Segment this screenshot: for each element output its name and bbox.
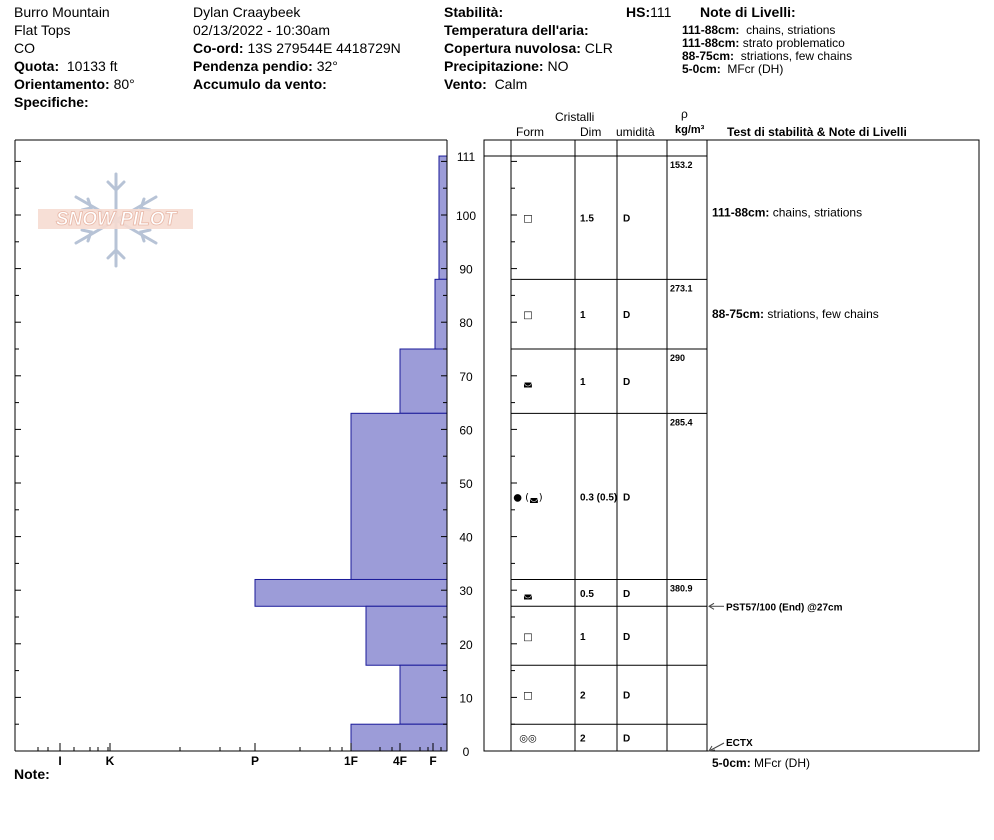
layer-comment bbox=[712, 307, 879, 321]
density-value: 290 bbox=[670, 353, 686, 363]
depth-tick-label: 40 bbox=[459, 530, 473, 545]
layer-note-range: 111-88cm: bbox=[682, 36, 740, 50]
moisture: D bbox=[623, 733, 631, 745]
hardness-bar bbox=[439, 156, 447, 279]
slope-value: 32° bbox=[316, 58, 338, 74]
elevation-value: 10133 ft bbox=[66, 58, 118, 74]
datetime: 02/13/2022 - 10:30am bbox=[193, 22, 330, 38]
depth-tick-label: 90 bbox=[459, 262, 473, 277]
form-heading: Form bbox=[516, 125, 544, 139]
density-value: 380.9 bbox=[670, 583, 693, 594]
sky-label: Copertura nuvolosa: bbox=[444, 40, 581, 56]
note-label: Note: bbox=[14, 766, 50, 782]
grain-form-symbol: □ bbox=[523, 310, 533, 322]
layer-notes-title: Note di Livelli: bbox=[700, 4, 796, 20]
grain-size: 1 bbox=[580, 631, 586, 643]
layer-note-text: striations, few chains bbox=[740, 49, 853, 63]
hs-label: HS: bbox=[626, 4, 651, 20]
logo-text: SNOW PILOT bbox=[55, 209, 177, 230]
precip-label: Precipitazione: bbox=[444, 58, 544, 74]
specifics-label: Specifiche: bbox=[14, 94, 89, 110]
depth-tick-label: 60 bbox=[459, 423, 473, 438]
grain-form-symbol: □ bbox=[523, 690, 533, 702]
location: Burro Mountain bbox=[14, 4, 110, 20]
aspect-value: 80° bbox=[113, 76, 135, 92]
bottom-layer-note bbox=[712, 756, 810, 770]
stability-notes-frame bbox=[707, 140, 979, 751]
wind-value: Calm bbox=[494, 76, 528, 92]
hardness-bar bbox=[351, 413, 447, 579]
grain-size: 1 bbox=[580, 310, 586, 322]
hs-value: 111 bbox=[650, 4, 672, 20]
depth-tick-label: 100 bbox=[455, 209, 477, 223]
grain-size: 2 bbox=[580, 690, 586, 702]
layer-comment-range: 111-88cm: bbox=[712, 205, 773, 220]
layer-note-text: chains, striations bbox=[746, 23, 836, 37]
test-result: PST57/100 (End) @27cm bbox=[726, 602, 843, 614]
slope-label: Pendenza pendio: bbox=[193, 58, 313, 74]
moisture: D bbox=[623, 588, 631, 600]
crystal-table-frame bbox=[484, 140, 707, 751]
depth-tick-label: 50 bbox=[459, 477, 473, 491]
rho-heading: ρ bbox=[681, 107, 688, 121]
bottom-note-text: MFcr (DH) bbox=[754, 756, 811, 770]
test-result: ECTX bbox=[726, 738, 753, 749]
grain-form-symbol: □ bbox=[523, 631, 533, 643]
hardness-bar bbox=[255, 579, 447, 606]
hardness-tick-label: F bbox=[429, 754, 437, 768]
coord-label: Co-ord: bbox=[193, 40, 244, 56]
grain-size: 0.5 bbox=[580, 588, 594, 600]
grain-form-symbol: ● (◛) bbox=[513, 492, 543, 504]
depth-tick-label: 20 bbox=[459, 637, 473, 652]
density-value: 153.2 bbox=[670, 160, 693, 171]
state: CO bbox=[14, 40, 35, 56]
hardness-bar bbox=[435, 279, 447, 349]
aspect-label: Orientamento: bbox=[14, 76, 110, 92]
depth-tick-label: 10 bbox=[459, 691, 473, 706]
depth-tick-label: 30 bbox=[459, 584, 473, 599]
hardness-bar bbox=[400, 349, 447, 413]
layer-note-range: 5-0cm: bbox=[682, 62, 721, 76]
layer-comment-text: chains, striations bbox=[772, 205, 863, 220]
hardness-bar bbox=[400, 665, 447, 724]
hardness-tick-label: K bbox=[105, 754, 115, 768]
depth-tick-label: 70 bbox=[459, 369, 473, 384]
moisture: D bbox=[623, 377, 631, 389]
hardness-tick-label: 1F bbox=[343, 754, 359, 768]
depth-tick-label: 0 bbox=[462, 745, 470, 759]
moisture: D bbox=[623, 213, 631, 225]
depth-tick-label: 80 bbox=[459, 316, 473, 331]
stability-notes-heading: Test di stabilità & Note di Livelli bbox=[727, 125, 907, 139]
moisture: D bbox=[623, 690, 631, 702]
stability-label: Stabilità: bbox=[444, 4, 504, 20]
moisture: D bbox=[623, 310, 631, 322]
hardness-tick-label: I bbox=[58, 754, 62, 768]
grain-form-symbol: ◎◎ bbox=[519, 733, 537, 745]
grain-size: 0.3 (0.5) bbox=[580, 492, 618, 504]
coord-value: 13S 279544E 4418729N bbox=[247, 40, 401, 56]
bottom-note-range: 5-0cm: bbox=[712, 756, 755, 770]
wind-label: Vento: bbox=[444, 76, 487, 92]
observer: Dylan Craaybeek bbox=[193, 4, 301, 20]
layer-note-text: strato problematico bbox=[742, 36, 845, 50]
hardness-tick-label: P bbox=[250, 754, 260, 768]
moisture: D bbox=[623, 631, 631, 643]
layer-comment-range: 88-75cm: bbox=[712, 307, 768, 322]
depth-tick-label: 111 bbox=[456, 150, 476, 165]
wind-loading-label: Accumulo da vento: bbox=[193, 76, 327, 92]
sky-value: CLR bbox=[584, 40, 613, 56]
grain-form-symbol: □ bbox=[523, 213, 533, 225]
layer-comment bbox=[712, 205, 862, 219]
layer-comment-text: striations, few chains bbox=[767, 307, 879, 322]
density-value: 285.4 bbox=[670, 417, 693, 428]
hardness-tick-label: 4F bbox=[392, 754, 408, 768]
grain-size: 1 bbox=[580, 377, 586, 389]
crystals-heading: Cristalli bbox=[555, 110, 595, 124]
air-temp-label: Temperatura dell'aria: bbox=[444, 22, 589, 38]
moisture: D bbox=[623, 492, 631, 504]
area: Flat Tops bbox=[14, 22, 71, 38]
density-value: 273.1 bbox=[670, 283, 693, 294]
grain-size: 1.5 bbox=[580, 213, 594, 225]
elevation-label: Quota: bbox=[14, 58, 60, 74]
size-heading: Dim bbox=[580, 125, 602, 139]
grain-form-symbol: ◛ bbox=[523, 588, 533, 600]
grain-form-symbol: ◛ bbox=[523, 377, 533, 389]
layer-note-range: 88-75cm: bbox=[682, 49, 735, 63]
precip-value: NO bbox=[547, 58, 569, 74]
hardness-bar bbox=[366, 606, 447, 665]
moisture-heading: umidità bbox=[616, 125, 655, 139]
density-unit: kg/m³ bbox=[675, 124, 705, 136]
layer-note-range: 111-88cm: bbox=[682, 23, 740, 37]
layer-note-text: MFcr (DH) bbox=[727, 62, 784, 76]
grain-size: 2 bbox=[580, 733, 586, 745]
